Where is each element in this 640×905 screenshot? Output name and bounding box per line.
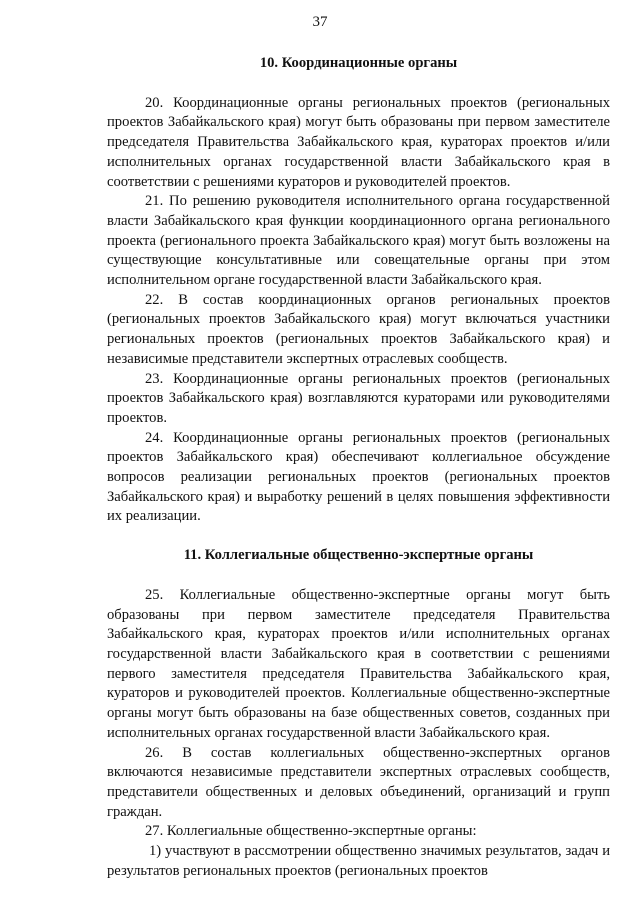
section-10-title: 10. Координационные органы: [259, 55, 458, 71]
paragraph-27: 27. Коллегиальные общественно-экспертные органы:: [145, 823, 477, 840]
paragraph-24: 24. Координационные органы региональных проектов (региональных проектов Забайкальского края) обеспечивают коллегиальное обсуждение вопросов реализации региональных проектов (региональных проектов Забайкальского края) и выработку решений в целях повышения эффективности их реализации.: [107, 429, 610, 525]
page-number: 37: [312, 14, 328, 30]
document-body: [107, 54, 610, 881]
paragraph-21: 21. По решению руководителя исполнительного органа государственной власти Забайкальского края функции координационного органа регионального проекта (регионального проекта Забайкальского края) могут быть возложены на существующие консультативные или совещательные органы при этом исполнительном органе государственной власти Забайкальского края.: [107, 193, 610, 289]
paragraph-22: 22. В состав координационных органов региональных проектов (региональных проектов Забайкальского края) могут включаться участники региональных проектов (региональных проектов Забайкальского края) и независимые представители экспертных отраслевых сообществ.: [107, 291, 610, 367]
section-11-title: 11. Коллегиальные общественно-экспертные органы: [183, 547, 534, 564]
paragraph-25: 25. Коллегиальные общественно-экспертные органы могут быть образованы при первом заместителе председателя Правительства Забайкальского края, кураторах проектов и/или исполнительных органах государственной власти Забайкальского края в соответствии с решениями первого заместителя председателя Правительства Забайкальского края, кураторов и руководителей проектов. Коллегиальные общественно-экспертные органы могут быть образованы на базе общественных советов, созданных при исполнительных органах государственной власти Забайкальского края.: [107, 586, 610, 741]
paragraph-23: 23. Координационные органы региональных проектов (региональных проектов Забайкальского края) возглавляются кураторами или руководителями проектов.: [107, 370, 610, 426]
paragraph-26: 26. В состав коллегиальных общественно-экспертных органов включаются независимые представители экспертных отраслевых сообществ, представители общественных и деловых объединений, организаций и групп граждан.: [107, 744, 610, 820]
paragraph-20: 20. Координационные органы региональных проектов (региональных проектов Забайкальского края) могут быть образованы при первом заместителе председателя Правительства Забайкальского края, кураторах проектов и/или исполнительных органах государственной власти Забайкальского края в соответствии с решениями кураторов и руководителей проектов.: [107, 94, 610, 190]
paragraph-27-subitem-1: 1) участвуют в рассмотрении общественно значимых результатов, задач и результатов региональных проектов (региональных проектов: [107, 843, 610, 879]
